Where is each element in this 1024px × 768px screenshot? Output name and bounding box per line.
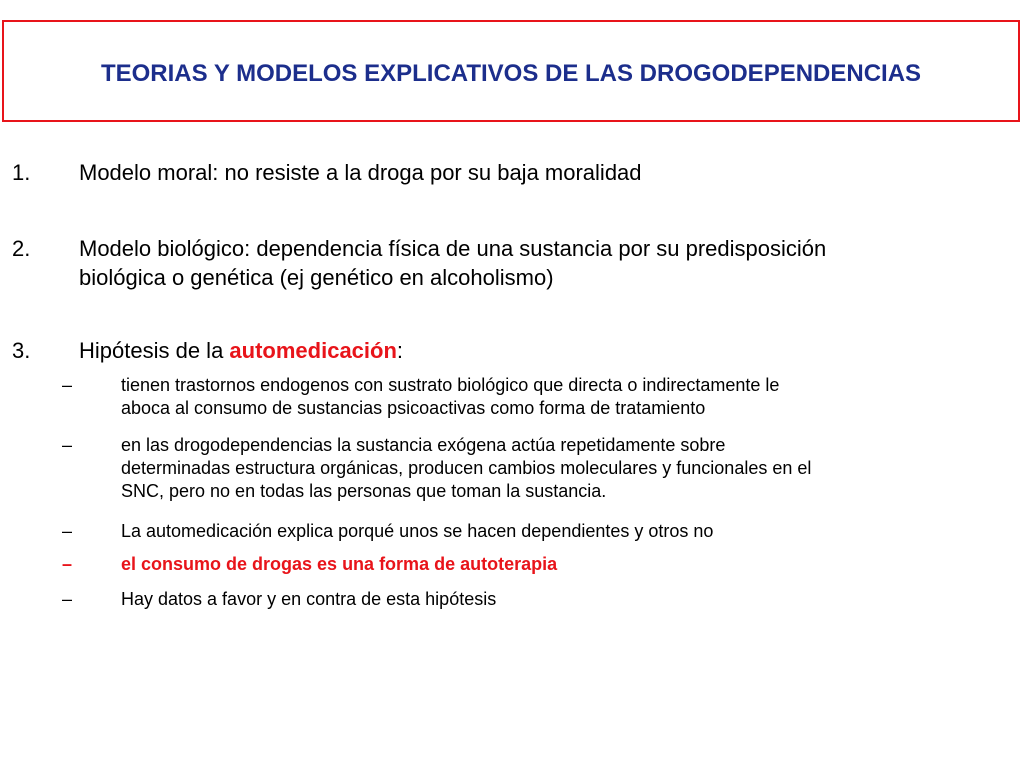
sub-item-line: aboca al consumo de sustancias psicoactivas como forma de tratamiento (121, 398, 706, 418)
item-text-line: biológica o genética (ej genético en alcoholismo) (79, 265, 554, 290)
item-text (79, 336, 999, 365)
item-text (79, 234, 999, 292)
sub-item-line: en las drogodependencias la sustancia exógena actúa repetidamente sobre (121, 435, 726, 455)
dash-bullet: – (62, 375, 73, 395)
item-suffix: : (396, 338, 404, 363)
item-number: 2. (12, 236, 31, 261)
dash-bullet: – (62, 589, 73, 609)
highlight-term: automedicación (229, 338, 397, 363)
list-item-1 (0, 158, 1024, 188)
sub-item-line: determinadas estructura orgánicas, producen cambios moleculares y funcionales en el (121, 458, 812, 478)
sub-item-text: el consumo de drogas es una forma de autoterapia (121, 554, 558, 574)
sub-item-text (121, 434, 1001, 503)
list-item-2 (0, 234, 1024, 294)
sub-item-line: tienen trastornos endogenos con sustrato biológico que directa o indirectamente le (121, 375, 780, 395)
item-number: 1. (12, 160, 31, 185)
list-item-3 (0, 336, 1024, 366)
sub-item-line: SNC, pero no en todas las personas que toman la sustancia. (121, 481, 607, 501)
item-text-line: Modelo biológico: dependencia física de una sustancia por su predisposición (79, 236, 827, 261)
dash-bullet: – (62, 554, 73, 574)
item-text: Modelo moral: no resiste a la droga por su baja moralidad (79, 160, 642, 185)
sub-item-text: La automedicación explica porqué unos se hacen dependientes y otros no (121, 521, 714, 541)
dash-bullet: – (62, 435, 73, 455)
dash-bullet: – (62, 521, 73, 541)
item-number: 3. (12, 338, 31, 363)
slide-title: TEORIAS Y MODELOS EXPLICATIVOS DE LAS DROGODEPENDENCIAS (100, 60, 922, 87)
sub-item-text (121, 374, 1001, 420)
sub-item-text: Hay datos a favor y en contra de esta hipótesis (121, 589, 497, 609)
item-prefix: Hipótesis de la (79, 338, 230, 363)
